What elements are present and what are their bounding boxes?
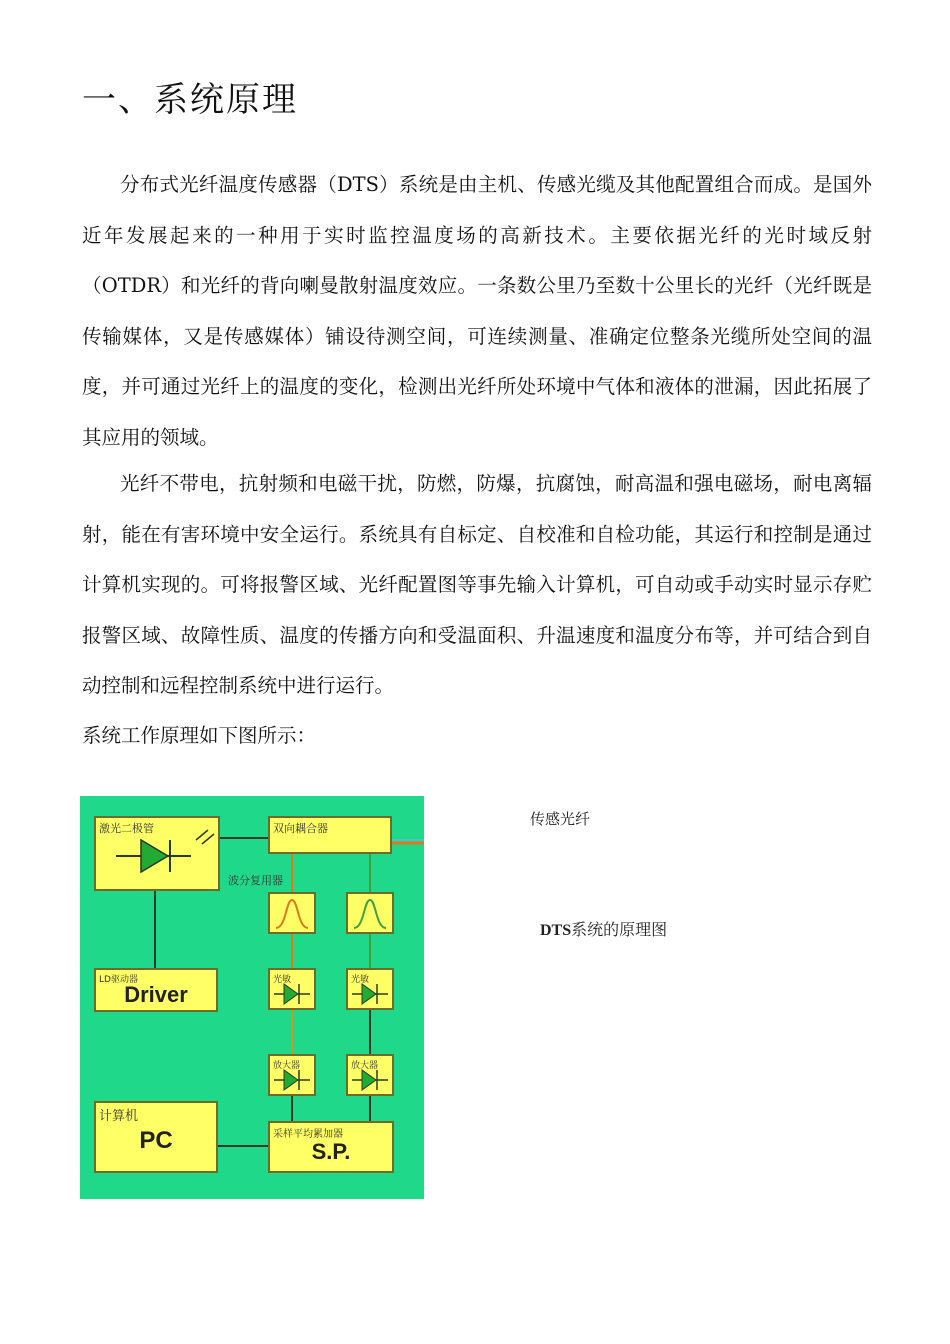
- diagram-caption-bold: DTS: [540, 922, 572, 939]
- filter-curve-icon: [348, 894, 392, 932]
- driver-caption: LD驱动器: [99, 975, 138, 985]
- pc-text: PC: [139, 1127, 173, 1154]
- photodiode-icon: [348, 970, 392, 1008]
- diagram-caption: [540, 917, 667, 940]
- detector-block-1: [268, 968, 316, 1010]
- amp-label-1: 放大器: [273, 1061, 301, 1071]
- amp-label-2: 放大器: [351, 1061, 379, 1071]
- amplifier-icon: [348, 1056, 392, 1094]
- photodiode-icon: [270, 970, 314, 1008]
- sp-caption: 采样平均累加器: [273, 1129, 343, 1140]
- driver-text: Driver: [124, 982, 188, 1007]
- amplifier-block-2: [346, 1054, 394, 1096]
- laser-diode-icon: [96, 818, 218, 889]
- detector-label-2: 光敏: [351, 975, 370, 985]
- laser-label: 激光二极管: [99, 822, 154, 835]
- laser-diode-block: [94, 816, 220, 891]
- amplifier-icon: [270, 1056, 314, 1094]
- filter-block-2: [346, 892, 394, 934]
- sp-block: [268, 1121, 394, 1173]
- paragraph-2: 光纤不带电，抗射频和电磁干扰，防燃，防爆，抗腐蚀，耐高温和强电磁场，耐电离辐射，能在有害环境中安全运行。系统具有自标定、自校准和自检功能，其运行和控制是通过计算机实现的。可将报警区域、光纤配置图等事先输入计算机，可自动或手动实时显示存贮报警区域、故障性质、温度的传播方向和受温面积、升温速度和温度分布等，并可结合到自动控制和远程控制系统中进行运行。: [82, 472, 872, 697]
- paragraph-1: 分布式光纤温度传感器（DTS）系统是由主机、传感光缆及其他配置组合而成。是国外近年发展起来的一种用于实时监控温度场的高新技术。主要依据光纤的光时域反射（OTDR）和光纤的背向喇曼散射温度效应。一条数公里乃至数十公里长的光纤（光纤既是传输媒体，又是传感媒体）铺设待测空间，可连续测量、准确定位整条光缆所处空间的温度，并可通过光纤上的温度的变化，检测出光纤所处环境中气体和液体的泄漏，因此拓展了其应用的领域。: [82, 173, 872, 449]
- filter-curve-icon: [270, 894, 314, 932]
- intro-line: 系统工作原理如下图所示：: [82, 724, 317, 747]
- wdm-label: 波分复用器: [228, 874, 283, 887]
- dts-principle-diagram: [80, 796, 424, 1199]
- section-heading: 一、系统原理: [82, 80, 298, 120]
- pc-caption: 计算机: [99, 1109, 139, 1124]
- driver-block: [94, 968, 218, 1012]
- coupler-label: 双向耦合器: [273, 822, 328, 835]
- amplifier-block-1: [268, 1054, 316, 1096]
- detector-label-1: 光敏: [273, 975, 292, 985]
- diagram-caption-rest: 系统的原理图: [571, 920, 668, 939]
- pc-block: [94, 1101, 218, 1173]
- coupler-block: [268, 816, 392, 854]
- detector-block-2: [346, 968, 394, 1010]
- sensing-fiber-label: 传感光纤: [530, 810, 591, 828]
- sp-text: S.P.: [311, 1139, 351, 1164]
- filter-block-1: [268, 892, 316, 934]
